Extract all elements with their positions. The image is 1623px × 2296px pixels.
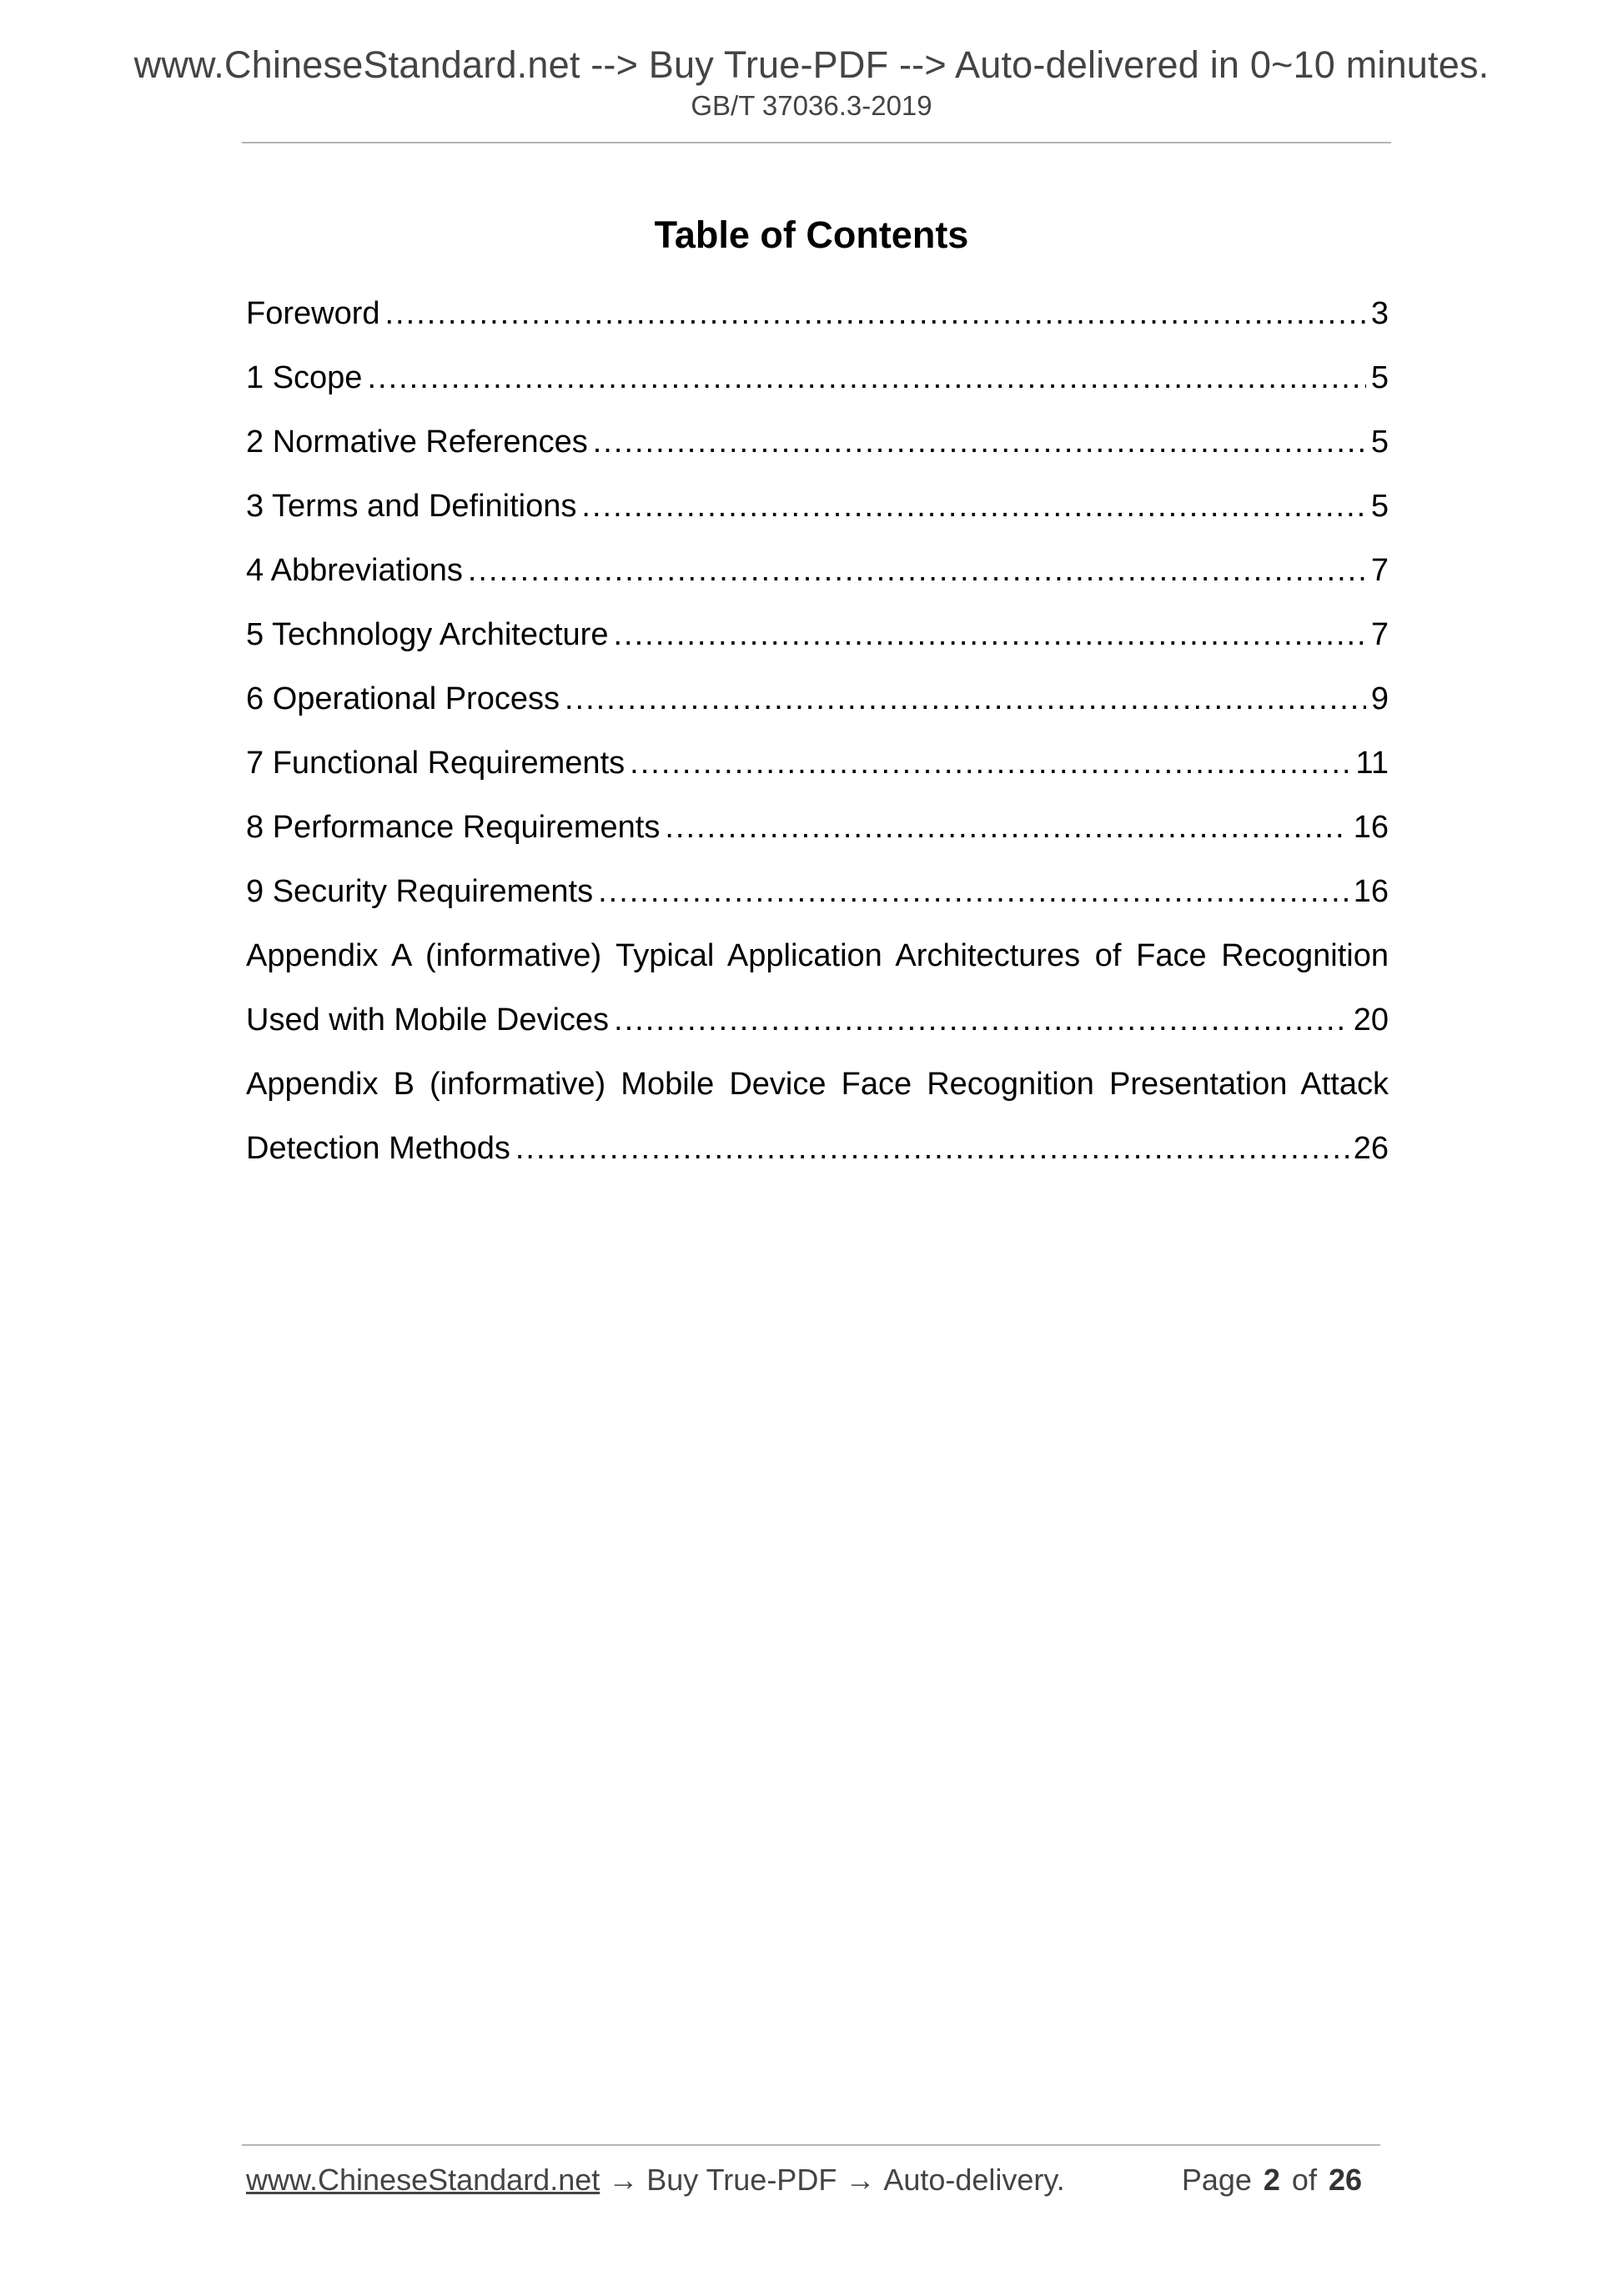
toc-entry-functional-requirements[interactable] <box>246 731 1389 796</box>
page-indicator <box>1182 2163 1374 2198</box>
toc-entry-security-requirements[interactable] <box>246 860 1389 924</box>
toc-page-number: 9 <box>1370 681 1389 716</box>
toc-leader-dots <box>630 731 1350 796</box>
toc-entry-foreword[interactable] <box>246 282 1389 346</box>
page-footer <box>246 2163 1380 2198</box>
toc-leader-dots <box>593 410 1366 475</box>
arrow-right-icon: → <box>845 2163 876 2197</box>
table-of-contents <box>246 282 1389 1181</box>
toc-entry-appendix-b-line1[interactable] <box>246 1053 1389 1117</box>
toc-leader-dots <box>665 796 1348 860</box>
toc-page-number: 16 <box>1353 810 1389 845</box>
toc-page-number: 16 <box>1353 874 1389 909</box>
toc-page-number: 7 <box>1370 553 1389 588</box>
toc-leader-dots <box>385 282 1366 346</box>
arrow-right-icon: → <box>608 2163 639 2197</box>
toc-leader-dots <box>598 860 1349 924</box>
toc-entry-normative-references[interactable] <box>246 410 1389 475</box>
toc-page-number: 5 <box>1370 360 1389 395</box>
toc-entry-title: 7 Functional Requirements <box>246 746 626 781</box>
toc-entry-title: Used with Mobile Devices <box>246 1002 610 1037</box>
toc-entry-title: Detection Methods <box>246 1131 510 1166</box>
toc-entry-title: Appendix B (informative) Mobile Device Face Recognition Presentation Attack <box>246 1067 1389 1102</box>
footer-buy-text: Buy True-PDF <box>646 2163 837 2197</box>
toc-page-number: 7 <box>1370 617 1389 652</box>
toc-leader-dots <box>468 539 1366 603</box>
toc-entry-title: 1 Scope <box>246 360 363 395</box>
toc-entry-appendix-b-line2[interactable] <box>246 1117 1389 1181</box>
toc-entry-appendix-a-line2[interactable] <box>246 988 1389 1053</box>
toc-leader-dots <box>367 346 1365 410</box>
toc-entry-title: 3 Terms and Definitions <box>246 489 577 524</box>
page-label: Page <box>1181 2163 1252 2197</box>
toc-entry-operational-process[interactable] <box>246 667 1389 731</box>
toc-page-number: 11 <box>1355 746 1389 781</box>
toc-title: Table of Contents <box>654 214 969 256</box>
toc-page-number: 5 <box>1370 489 1389 524</box>
toc-leader-dots <box>613 603 1365 667</box>
toc-entry-title: 9 Security Requirements <box>246 874 594 909</box>
toc-entry-performance-requirements[interactable] <box>246 796 1389 860</box>
toc-entry-scope[interactable] <box>246 346 1389 410</box>
toc-entry-abbreviations[interactable] <box>246 539 1389 603</box>
toc-entry-title: 4 Abbreviations <box>246 553 463 588</box>
document-id: GB/T 37036.3-2019 <box>691 90 932 121</box>
total-pages-number: 26 <box>1328 2163 1362 2197</box>
footer-divider <box>242 2144 1380 2146</box>
current-page-number: 2 <box>1263 2163 1280 2197</box>
toc-entry-terms-definitions[interactable] <box>246 475 1389 539</box>
toc-entry-appendix-a-line1[interactable] <box>246 924 1389 988</box>
footer-delivery-text: Auto-delivery. <box>883 2163 1065 2197</box>
toc-page-number: 20 <box>1353 1002 1389 1037</box>
footer-site-link[interactable]: www.ChineseStandard.net <box>246 2163 600 2197</box>
toc-entry-title: 6 Operational Process <box>246 681 560 716</box>
toc-entry-title: Appendix A (informative) Typical Application Architectures of Face Recognition <box>246 938 1389 973</box>
toc-leader-dots <box>515 1117 1349 1181</box>
toc-entry-title: 5 Technology Architecture <box>246 617 609 652</box>
toc-entry-technology-architecture[interactable] <box>246 603 1389 667</box>
site-banner: www.ChineseStandard.net --> Buy True-PDF --> Auto-delivered in 0~10 minutes. <box>133 43 1490 86</box>
toc-entry-title: Foreword <box>246 296 380 331</box>
toc-page-number: 3 <box>1370 296 1389 331</box>
toc-leader-dots <box>581 475 1365 539</box>
header-divider <box>242 142 1391 143</box>
toc-page-number: 5 <box>1370 425 1389 460</box>
toc-leader-dots <box>614 988 1349 1053</box>
page-of-label: of <box>1291 2163 1317 2197</box>
toc-leader-dots <box>565 667 1366 731</box>
toc-entry-title: 2 Normative References <box>246 425 588 460</box>
toc-entry-title: 8 Performance Requirements <box>246 810 661 845</box>
toc-page-number: 26 <box>1353 1131 1389 1166</box>
